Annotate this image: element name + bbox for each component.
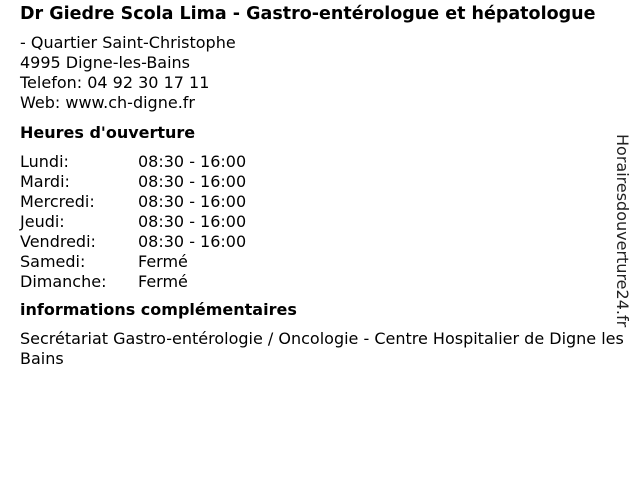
day-label: Samedi:: [20, 252, 86, 271]
time-value: 08:30 - 16:00: [138, 192, 247, 211]
time-value: Fermé: [138, 272, 188, 291]
address-street: - Quartier Saint-Christophe: [20, 33, 236, 52]
address-block: [20, 33, 628, 113]
hours-row-monday: [20, 152, 628, 172]
info-text: Secrétariat Gastro-entérologie / Oncologie - Centre Hospitalier de Digne les Bains: [20, 329, 624, 368]
time-value: 08:30 - 16:00: [138, 212, 247, 231]
time-value: 08:30 - 16:00: [138, 172, 247, 191]
time-value: 08:30 - 16:00: [138, 152, 247, 171]
page-title: Dr Giedre Scola Lima - Gastro-entérologue et hépatologue: [20, 4, 596, 24]
opening-hours-table: [20, 152, 628, 292]
brand-watermark: Horairesdouverture24.fr: [613, 134, 632, 328]
hours-row-tuesday: [20, 172, 628, 192]
hours-heading: Heures d'ouverture: [20, 123, 196, 142]
website: Web: www.ch-digne.fr: [20, 93, 195, 112]
hours-row-wednesday: [20, 192, 628, 212]
day-label: Lundi:: [20, 152, 69, 171]
hours-row-thursday: [20, 212, 628, 232]
phone-number: Telefon: 04 92 30 17 11: [20, 73, 210, 92]
day-label: Dimanche:: [20, 272, 107, 291]
hours-row-saturday: [20, 252, 628, 272]
day-label: Jeudi:: [20, 212, 65, 231]
day-label: Mardi:: [20, 172, 70, 191]
practitioner-card: [20, 4, 628, 369]
time-value: Fermé: [138, 252, 188, 271]
hours-row-friday: [20, 232, 628, 252]
info-heading: informations complémentaires: [20, 300, 297, 319]
day-label: Mercredi:: [20, 192, 95, 211]
hours-row-sunday: [20, 272, 628, 292]
day-label: Vendredi:: [20, 232, 96, 251]
address-city: 4995 Digne-les-Bains: [20, 53, 191, 72]
time-value: 08:30 - 16:00: [138, 232, 247, 251]
